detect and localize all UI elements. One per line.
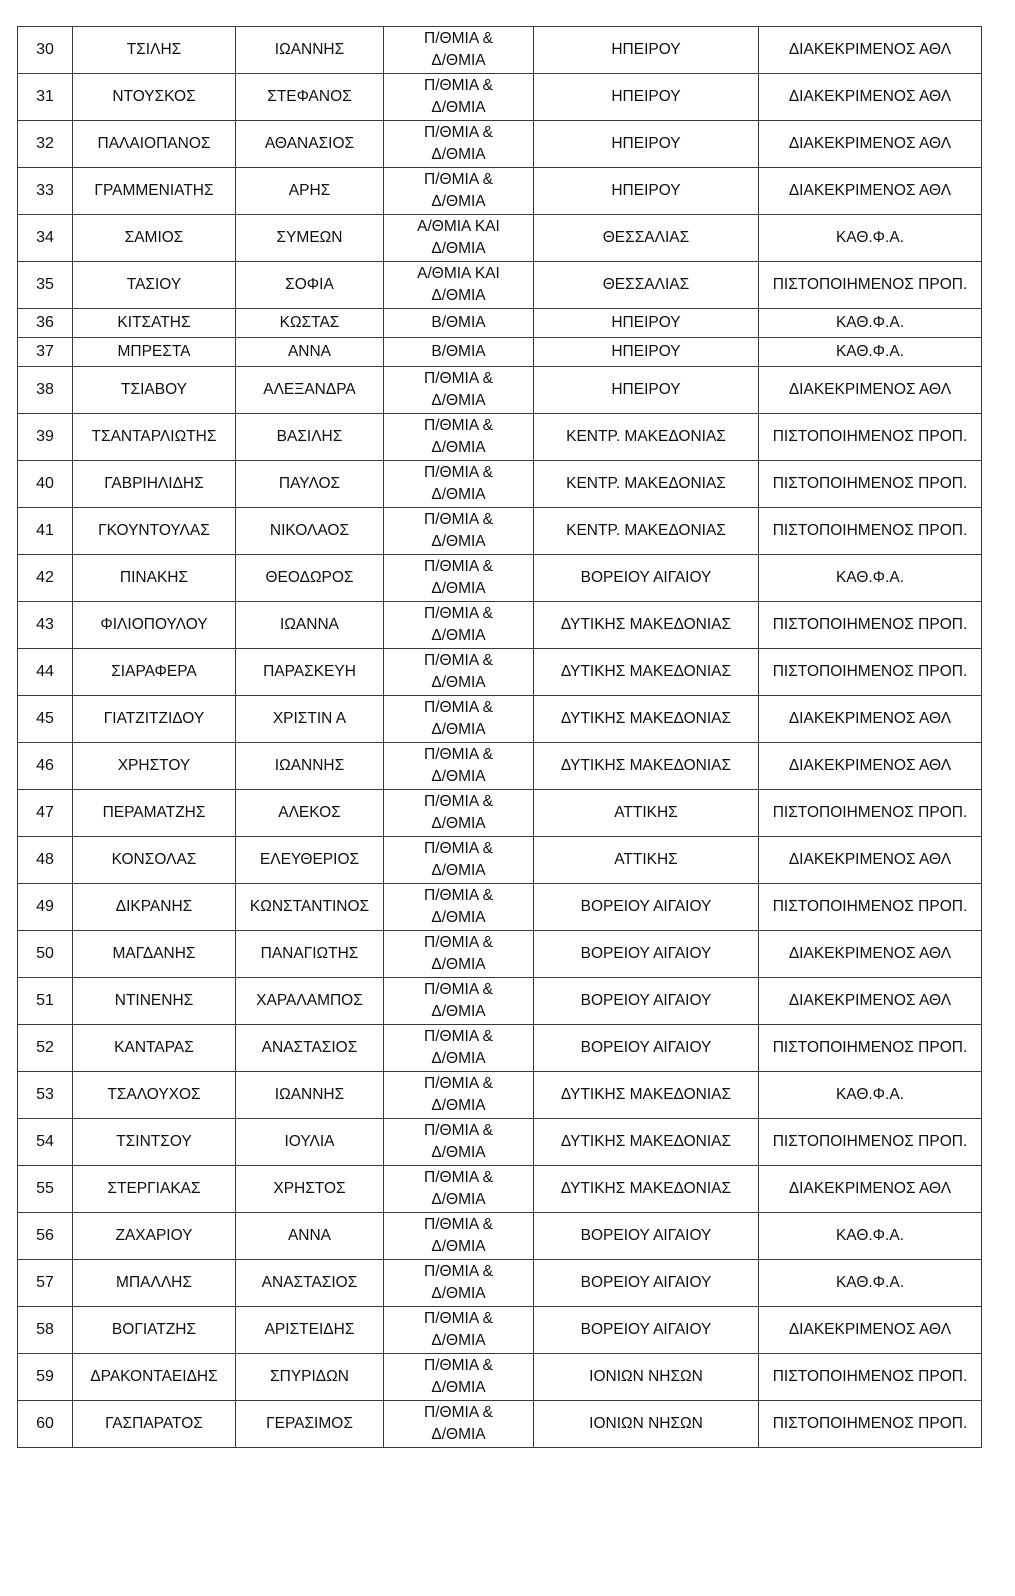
surname-cell: ΠΙΝΑΚΗΣ: [73, 555, 236, 602]
region-cell: ΔΥΤΙΚΗΣ ΜΑΚΕΔΟΝΙΑΣ: [534, 649, 759, 696]
region-cell: ΙΟΝΙΩΝ ΝΗΣΩΝ: [534, 1354, 759, 1401]
region-cell: ΒΟΡΕΙΟΥ ΑΙΓΑΙΟΥ: [534, 1260, 759, 1307]
participants-table: [17, 26, 982, 1448]
education-level-line: Π/ΘΜΙΑ &: [424, 699, 493, 716]
education-level-cell: [384, 884, 534, 931]
surname-cell: ΣΤΕΡΓΙΑΚΑΣ: [73, 1166, 236, 1213]
surname-cell: ΔΙΚΡΑΝΗΣ: [73, 884, 236, 931]
education-level-line: Δ/ΘΜΙΑ: [431, 721, 486, 738]
region-cell: ΚΕΝΤΡ. ΜΑΚΕΔΟΝΙΑΣ: [534, 461, 759, 508]
region-cell: ΔΥΤΙΚΗΣ ΜΑΚΕΔΟΝΙΑΣ: [534, 1072, 759, 1119]
education-level-line: Π/ΘΜΙΑ &: [424, 652, 493, 669]
table-row: [18, 215, 982, 262]
education-level-line: Δ/ΘΜΙΑ: [431, 909, 486, 926]
region-cell: ΑΤΤΙΚΗΣ: [534, 790, 759, 837]
first-name-cell: ΚΩΣΤΑΣ: [236, 309, 384, 338]
surname-cell: ΓΙΑΤΖΙΤΖΙΔΟΥ: [73, 696, 236, 743]
surname-cell: ΦΙΛΙΟΠΟΥΛΟΥ: [73, 602, 236, 649]
education-level-line: Π/ΘΜΙΑ &: [424, 1357, 493, 1374]
surname-cell: ΣΑΜΙΟΣ: [73, 215, 236, 262]
education-level-cell: [384, 414, 534, 461]
education-level-cell: [384, 743, 534, 790]
region-cell: ΗΠΕΙΡΟΥ: [534, 74, 759, 121]
education-level-line: Δ/ΘΜΙΑ: [431, 674, 486, 691]
first-name-cell: ΑΡΗΣ: [236, 168, 384, 215]
surname-cell: ΜΠΑΛΛΗΣ: [73, 1260, 236, 1307]
education-level-line: Π/ΘΜΙΑ &: [424, 417, 493, 434]
first-name-cell: ΙΩΑΝΝΗΣ: [236, 743, 384, 790]
education-level-line: Δ/ΘΜΙΑ: [431, 392, 486, 409]
education-level-cell: [384, 508, 534, 555]
first-name-cell: ΒΑΣΙΛΗΣ: [236, 414, 384, 461]
category-cell: ΚΑΘ.Φ.Α.: [759, 555, 982, 602]
education-level-cell: [384, 1260, 534, 1307]
education-level-cell: [384, 1025, 534, 1072]
education-level-line: Π/ΘΜΙΑ &: [424, 1122, 493, 1139]
education-level-cell: [384, 1166, 534, 1213]
category-cell: ΠΙΣΤΟΠΟΙΗΜΕΝΟΣ ΠΡΟΠ.: [759, 649, 982, 696]
education-level-line: Π/ΘΜΙΑ &: [424, 746, 493, 763]
table-row: [18, 931, 982, 978]
row-number: 49: [18, 884, 73, 931]
education-level-line: Δ/ΘΜΙΑ: [431, 146, 486, 163]
education-level-cell: [384, 1072, 534, 1119]
education-level-cell: [384, 649, 534, 696]
education-level-line: Δ/ΘΜΙΑ: [431, 1050, 486, 1067]
table-row: [18, 602, 982, 649]
table-row: [18, 1260, 982, 1307]
education-level-cell: [384, 367, 534, 414]
category-cell: ΔΙΑΚΕΚΡΙΜΕΝΟΣ ΑΘΛ: [759, 743, 982, 790]
education-level-line: Π/ΘΜΙΑ &: [424, 464, 493, 481]
category-cell: ΚΑΘ.Φ.Α.: [759, 1072, 982, 1119]
education-level-cell: [384, 262, 534, 309]
region-cell: ΔΥΤΙΚΗΣ ΜΑΚΕΔΟΝΙΑΣ: [534, 696, 759, 743]
row-number: 59: [18, 1354, 73, 1401]
surname-cell: ΓΑΣΠΑΡΑΤΟΣ: [73, 1401, 236, 1448]
category-cell: ΔΙΑΚΕΚΡΙΜΕΝΟΣ ΑΘΛ: [759, 367, 982, 414]
row-number: 42: [18, 555, 73, 602]
row-number: 37: [18, 338, 73, 367]
table-row: [18, 27, 982, 74]
category-cell: ΚΑΘ.Φ.Α.: [759, 1213, 982, 1260]
education-level-cell: [384, 121, 534, 168]
table-row: [18, 168, 982, 215]
education-level-line: Π/ΘΜΙΑ &: [424, 981, 493, 998]
region-cell: ΒΟΡΕΙΟΥ ΑΙΓΑΙΟΥ: [534, 978, 759, 1025]
row-number: 34: [18, 215, 73, 262]
category-cell: ΠΙΣΤΟΠΟΙΗΜΕΝΟΣ ΠΡΟΠ.: [759, 1401, 982, 1448]
first-name-cell: ΑΛΕΞΑΝΔΡΑ: [236, 367, 384, 414]
education-level-line: Δ/ΘΜΙΑ: [431, 768, 486, 785]
row-number: 32: [18, 121, 73, 168]
first-name-cell: ΧΡΙΣΤΙΝ Α: [236, 696, 384, 743]
category-cell: ΔΙΑΚΕΚΡΙΜΕΝΟΣ ΑΘΛ: [759, 74, 982, 121]
first-name-cell: ΙΩΑΝΝΗΣ: [236, 27, 384, 74]
table-row: [18, 978, 982, 1025]
table-row: [18, 121, 982, 168]
table-row: [18, 508, 982, 555]
table-row: [18, 1166, 982, 1213]
surname-cell: ΤΣΑΝΤΑΡΛΙΩΤΗΣ: [73, 414, 236, 461]
education-level-cell: [384, 27, 534, 74]
education-level-line: Π/ΘΜΙΑ &: [424, 1169, 493, 1186]
row-number: 40: [18, 461, 73, 508]
region-cell: ΗΠΕΙΡΟΥ: [534, 309, 759, 338]
surname-cell: ΚΑΝΤΑΡΑΣ: [73, 1025, 236, 1072]
first-name-cell: ΕΛΕΥΘΕΡΙΟΣ: [236, 837, 384, 884]
surname-cell: ΤΣΙΛΗΣ: [73, 27, 236, 74]
surname-cell: ΜΠΡΕΣΤΑ: [73, 338, 236, 367]
category-cell: ΠΙΣΤΟΠΟΙΗΜΕΝΟΣ ΠΡΟΠ.: [759, 790, 982, 837]
table-row: [18, 884, 982, 931]
education-level-line: Δ/ΘΜΙΑ: [431, 1285, 486, 1302]
first-name-cell: ΝΙΚΟΛΑΟΣ: [236, 508, 384, 555]
first-name-cell: ΑΝΝΑ: [236, 1213, 384, 1260]
row-number: 55: [18, 1166, 73, 1213]
region-cell: ΘΕΣΣΑΛΙΑΣ: [534, 262, 759, 309]
first-name-cell: ΣΟΦΙΑ: [236, 262, 384, 309]
education-level-line: Π/ΘΜΙΑ &: [424, 77, 493, 94]
education-level-line: Δ/ΘΜΙΑ: [431, 956, 486, 973]
first-name-cell: ΧΑΡΑΛΑΜΠΟΣ: [236, 978, 384, 1025]
education-level-cell: [384, 1401, 534, 1448]
education-level-cell: [384, 1119, 534, 1166]
education-level-line: Π/ΘΜΙΑ &: [424, 171, 493, 188]
education-level-line: Π/ΘΜΙΑ &: [424, 605, 493, 622]
category-cell: ΠΙΣΤΟΠΟΙΗΜΕΝΟΣ ΠΡΟΠ.: [759, 262, 982, 309]
table-row: [18, 461, 982, 508]
category-cell: ΠΙΣΤΟΠΟΙΗΜΕΝΟΣ ΠΡΟΠ.: [759, 508, 982, 555]
category-cell: ΠΙΣΤΟΠΟΙΗΜΕΝΟΣ ΠΡΟΠ.: [759, 884, 982, 931]
education-level-cell: [384, 696, 534, 743]
education-level-line: Δ/ΘΜΙΑ: [431, 486, 486, 503]
region-cell: ΒΟΡΕΙΟΥ ΑΙΓΑΙΟΥ: [534, 884, 759, 931]
education-level-line: Π/ΘΜΙΑ &: [424, 840, 493, 857]
category-cell: ΔΙΑΚΕΚΡΙΜΕΝΟΣ ΑΘΛ: [759, 837, 982, 884]
row-number: 33: [18, 168, 73, 215]
region-cell: ΘΕΣΣΑΛΙΑΣ: [534, 215, 759, 262]
table-row: [18, 338, 982, 367]
category-cell: ΔΙΑΚΕΚΡΙΜΕΝΟΣ ΑΘΛ: [759, 931, 982, 978]
category-cell: ΠΙΣΤΟΠΟΙΗΜΕΝΟΣ ΠΡΟΠ.: [759, 414, 982, 461]
first-name-cell: ΠΑΝΑΓΙΩΤΗΣ: [236, 931, 384, 978]
row-number: 57: [18, 1260, 73, 1307]
row-number: 52: [18, 1025, 73, 1072]
education-level-line: Δ/ΘΜΙΑ: [431, 1003, 486, 1020]
education-level-line: Β/ΘΜΙΑ: [431, 314, 486, 331]
first-name-cell: ΧΡΗΣΤΟΣ: [236, 1166, 384, 1213]
education-level-line: Δ/ΘΜΙΑ: [431, 99, 486, 116]
row-number: 43: [18, 602, 73, 649]
first-name-cell: ΑΝΑΣΤΑΣΙΟΣ: [236, 1260, 384, 1307]
surname-cell: ΣΙΑΡΑΦΕΡΑ: [73, 649, 236, 696]
table-row: [18, 1119, 982, 1166]
table-row: [18, 696, 982, 743]
surname-cell: ΤΣΑΛΟΥΧΟΣ: [73, 1072, 236, 1119]
education-level-line: Δ/ΘΜΙΑ: [431, 193, 486, 210]
region-cell: ΔΥΤΙΚΗΣ ΜΑΚΕΔΟΝΙΑΣ: [534, 602, 759, 649]
surname-cell: ΝΤΙΝΕΝΗΣ: [73, 978, 236, 1025]
education-level-line: Δ/ΘΜΙΑ: [431, 240, 486, 257]
first-name-cell: ΣΠΥΡΙΔΩΝ: [236, 1354, 384, 1401]
surname-cell: ΠΑΛΑΙΟΠΑΝΟΣ: [73, 121, 236, 168]
first-name-cell: ΚΩΝΣΤΑΝΤΙΝΟΣ: [236, 884, 384, 931]
table-row: [18, 1025, 982, 1072]
category-cell: ΚΑΘ.Φ.Α.: [759, 215, 982, 262]
region-cell: ΔΥΤΙΚΗΣ ΜΑΚΕΔΟΝΙΑΣ: [534, 1166, 759, 1213]
table-row: [18, 74, 982, 121]
row-number: 45: [18, 696, 73, 743]
row-number: 36: [18, 309, 73, 338]
category-cell: ΔΙΑΚΕΚΡΙΜΕΝΟΣ ΑΘΛ: [759, 121, 982, 168]
education-level-cell: [384, 978, 534, 1025]
category-cell: ΔΙΑΚΕΚΡΙΜΕΝΟΣ ΑΘΛ: [759, 978, 982, 1025]
table-body: [18, 27, 982, 1448]
education-level-cell: [384, 1354, 534, 1401]
first-name-cell: ΑΡΙΣΤΕΙΔΗΣ: [236, 1307, 384, 1354]
surname-cell: ΧΡΗΣΤΟΥ: [73, 743, 236, 790]
category-cell: ΚΑΘ.Φ.Α.: [759, 338, 982, 367]
education-level-line: Δ/ΘΜΙΑ: [431, 1426, 486, 1443]
education-level-cell: [384, 790, 534, 837]
first-name-cell: ΠΑΥΛΟΣ: [236, 461, 384, 508]
education-level-line: Π/ΘΜΙΑ &: [424, 1028, 493, 1045]
category-cell: ΠΙΣΤΟΠΟΙΗΜΕΝΟΣ ΠΡΟΠ.: [759, 602, 982, 649]
category-cell: ΔΙΑΚΕΚΡΙΜΕΝΟΣ ΑΘΛ: [759, 168, 982, 215]
table-row: [18, 1354, 982, 1401]
education-level-line: Δ/ΘΜΙΑ: [431, 1144, 486, 1161]
row-number: 48: [18, 837, 73, 884]
table-row: [18, 1072, 982, 1119]
table-row: [18, 837, 982, 884]
row-number: 38: [18, 367, 73, 414]
education-level-line: Δ/ΘΜΙΑ: [431, 1097, 486, 1114]
region-cell: ΗΠΕΙΡΟΥ: [534, 27, 759, 74]
education-level-cell: [384, 1307, 534, 1354]
first-name-cell: ΙΩΑΝΝΗΣ: [236, 1072, 384, 1119]
education-level-line: Δ/ΘΜΙΑ: [431, 287, 486, 304]
surname-cell: ΠΕΡΑΜΑΤΖΗΣ: [73, 790, 236, 837]
surname-cell: ΓΡΑΜΜΕΝΙΑΤΗΣ: [73, 168, 236, 215]
row-number: 60: [18, 1401, 73, 1448]
surname-cell: ΒΟΓΙΑΤΖΗΣ: [73, 1307, 236, 1354]
table-row: [18, 367, 982, 414]
education-level-cell: [384, 74, 534, 121]
region-cell: ΒΟΡΕΙΟΥ ΑΙΓΑΙΟΥ: [534, 1307, 759, 1354]
education-level-line: Α/ΘΜΙΑ ΚΑΙ: [417, 265, 500, 282]
education-level-line: Δ/ΘΜΙΑ: [431, 1332, 486, 1349]
table-row: [18, 649, 982, 696]
education-level-line: Π/ΘΜΙΑ &: [424, 1310, 493, 1327]
row-number: 39: [18, 414, 73, 461]
education-level-line: Β/ΘΜΙΑ: [431, 343, 486, 360]
region-cell: ΗΠΕΙΡΟΥ: [534, 168, 759, 215]
education-level-line: Π/ΘΜΙΑ &: [424, 124, 493, 141]
region-cell: ΗΠΕΙΡΟΥ: [534, 121, 759, 168]
category-cell: ΔΙΑΚΕΚΡΙΜΕΝΟΣ ΑΘΛ: [759, 1166, 982, 1213]
row-number: 58: [18, 1307, 73, 1354]
table-row: [18, 262, 982, 309]
row-number: 46: [18, 743, 73, 790]
education-level-line: Π/ΘΜΙΑ &: [424, 30, 493, 47]
surname-cell: ΖΑΧΑΡΙΟΥ: [73, 1213, 236, 1260]
row-number: 50: [18, 931, 73, 978]
education-level-line: Π/ΘΜΙΑ &: [424, 793, 493, 810]
education-level-line: Π/ΘΜΙΑ &: [424, 887, 493, 904]
education-level-cell: [384, 309, 534, 338]
first-name-cell: ΙΩΑΝΝΑ: [236, 602, 384, 649]
education-level-line: Π/ΘΜΙΑ &: [424, 1404, 493, 1421]
education-level-cell: [384, 168, 534, 215]
surname-cell: ΜΑΓΔΑΝΗΣ: [73, 931, 236, 978]
row-number: 41: [18, 508, 73, 555]
surname-cell: ΚΙΤΣΑΤΗΣ: [73, 309, 236, 338]
education-level-cell: [384, 555, 534, 602]
row-number: 35: [18, 262, 73, 309]
first-name-cell: ΣΤΕΦΑΝΟΣ: [236, 74, 384, 121]
region-cell: ΔΥΤΙΚΗΣ ΜΑΚΕΔΟΝΙΑΣ: [534, 1119, 759, 1166]
first-name-cell: ΑΝΝΑ: [236, 338, 384, 367]
education-level-line: Δ/ΘΜΙΑ: [431, 439, 486, 456]
region-cell: ΑΤΤΙΚΗΣ: [534, 837, 759, 884]
region-cell: ΔΥΤΙΚΗΣ ΜΑΚΕΔΟΝΙΑΣ: [534, 743, 759, 790]
education-level-cell: [384, 837, 534, 884]
education-level-line: Π/ΘΜΙΑ &: [424, 370, 493, 387]
region-cell: ΗΠΕΙΡΟΥ: [534, 338, 759, 367]
surname-cell: ΤΣΙΝΤΣΟΥ: [73, 1119, 236, 1166]
row-number: 30: [18, 27, 73, 74]
category-cell: ΠΙΣΤΟΠΟΙΗΜΕΝΟΣ ΠΡΟΠ.: [759, 1354, 982, 1401]
education-level-cell: [384, 215, 534, 262]
row-number: 31: [18, 74, 73, 121]
row-number: 44: [18, 649, 73, 696]
education-level-line: Δ/ΘΜΙΑ: [431, 862, 486, 879]
region-cell: ΚΕΝΤΡ. ΜΑΚΕΔΟΝΙΑΣ: [534, 508, 759, 555]
category-cell: ΔΙΑΚΕΚΡΙΜΕΝΟΣ ΑΘΛ: [759, 27, 982, 74]
first-name-cell: ΑΝΑΣΤΑΣΙΟΣ: [236, 1025, 384, 1072]
table-row: [18, 414, 982, 461]
row-number: 51: [18, 978, 73, 1025]
surname-cell: ΚΟΝΣΟΛΑΣ: [73, 837, 236, 884]
surname-cell: ΓΚΟΥΝΤΟΥΛΑΣ: [73, 508, 236, 555]
category-cell: ΠΙΣΤΟΠΟΙΗΜΕΝΟΣ ΠΡΟΠ.: [759, 1119, 982, 1166]
education-level-line: Δ/ΘΜΙΑ: [431, 815, 486, 832]
region-cell: ΗΠΕΙΡΟΥ: [534, 367, 759, 414]
category-cell: ΚΑΘ.Φ.Α.: [759, 309, 982, 338]
education-level-cell: [384, 338, 534, 367]
education-level-line: Δ/ΘΜΙΑ: [431, 1238, 486, 1255]
region-cell: ΚΕΝΤΡ. ΜΑΚΕΔΟΝΙΑΣ: [534, 414, 759, 461]
region-cell: ΒΟΡΕΙΟΥ ΑΙΓΑΙΟΥ: [534, 1213, 759, 1260]
table-row: [18, 309, 982, 338]
surname-cell: ΤΣΙΑΒΟΥ: [73, 367, 236, 414]
row-number: 53: [18, 1072, 73, 1119]
education-level-line: Π/ΘΜΙΑ &: [424, 511, 493, 528]
region-cell: ΒΟΡΕΙΟΥ ΑΙΓΑΙΟΥ: [534, 555, 759, 602]
category-cell: ΔΙΑΚΕΚΡΙΜΕΝΟΣ ΑΘΛ: [759, 696, 982, 743]
category-cell: ΚΑΘ.Φ.Α.: [759, 1260, 982, 1307]
table-row: [18, 1213, 982, 1260]
education-level-line: Π/ΘΜΙΑ &: [424, 1216, 493, 1233]
table-row: [18, 743, 982, 790]
row-number: 54: [18, 1119, 73, 1166]
education-level-cell: [384, 1213, 534, 1260]
education-level-line: Π/ΘΜΙΑ &: [424, 1263, 493, 1280]
first-name-cell: ΙΟΥΛΙΑ: [236, 1119, 384, 1166]
surname-cell: ΔΡΑΚΟΝΤΑΕΙΔΗΣ: [73, 1354, 236, 1401]
education-level-line: Δ/ΘΜΙΑ: [431, 627, 486, 644]
education-level-line: Α/ΘΜΙΑ ΚΑΙ: [417, 218, 500, 235]
category-cell: ΠΙΣΤΟΠΟΙΗΜΕΝΟΣ ΠΡΟΠ.: [759, 1025, 982, 1072]
first-name-cell: ΠΑΡΑΣΚΕΥΗ: [236, 649, 384, 696]
education-level-line: Δ/ΘΜΙΑ: [431, 533, 486, 550]
education-level-line: Π/ΘΜΙΑ &: [424, 558, 493, 575]
education-level-line: Δ/ΘΜΙΑ: [431, 1191, 486, 1208]
table-row: [18, 790, 982, 837]
education-level-line: Δ/ΘΜΙΑ: [431, 52, 486, 69]
education-level-cell: [384, 461, 534, 508]
first-name-cell: ΘΕΟΔΩΡΟΣ: [236, 555, 384, 602]
surname-cell: ΓΑΒΡΙΗΛΙΔΗΣ: [73, 461, 236, 508]
education-level-line: Π/ΘΜΙΑ &: [424, 934, 493, 951]
region-cell: ΙΟΝΙΩΝ ΝΗΣΩΝ: [534, 1401, 759, 1448]
row-number: 47: [18, 790, 73, 837]
education-level-line: Π/ΘΜΙΑ &: [424, 1075, 493, 1092]
category-cell: ΔΙΑΚΕΚΡΙΜΕΝΟΣ ΑΘΛ: [759, 1307, 982, 1354]
region-cell: ΒΟΡΕΙΟΥ ΑΙΓΑΙΟΥ: [534, 1025, 759, 1072]
table-row: [18, 1307, 982, 1354]
first-name-cell: ΓΕΡΑΣΙΜΟΣ: [236, 1401, 384, 1448]
table-row: [18, 555, 982, 602]
education-level-cell: [384, 602, 534, 649]
region-cell: ΒΟΡΕΙΟΥ ΑΙΓΑΙΟΥ: [534, 931, 759, 978]
first-name-cell: ΑΘΑΝΑΣΙΟΣ: [236, 121, 384, 168]
education-level-line: Δ/ΘΜΙΑ: [431, 580, 486, 597]
first-name-cell: ΣΥΜΕΩΝ: [236, 215, 384, 262]
row-number: 56: [18, 1213, 73, 1260]
surname-cell: ΝΤΟΥΣΚΟΣ: [73, 74, 236, 121]
education-level-cell: [384, 931, 534, 978]
first-name-cell: ΑΛΕΚΟΣ: [236, 790, 384, 837]
education-level-line: Δ/ΘΜΙΑ: [431, 1379, 486, 1396]
table-row: [18, 1401, 982, 1448]
category-cell: ΠΙΣΤΟΠΟΙΗΜΕΝΟΣ ΠΡΟΠ.: [759, 461, 982, 508]
surname-cell: ΤΑΣΙΟΥ: [73, 262, 236, 309]
